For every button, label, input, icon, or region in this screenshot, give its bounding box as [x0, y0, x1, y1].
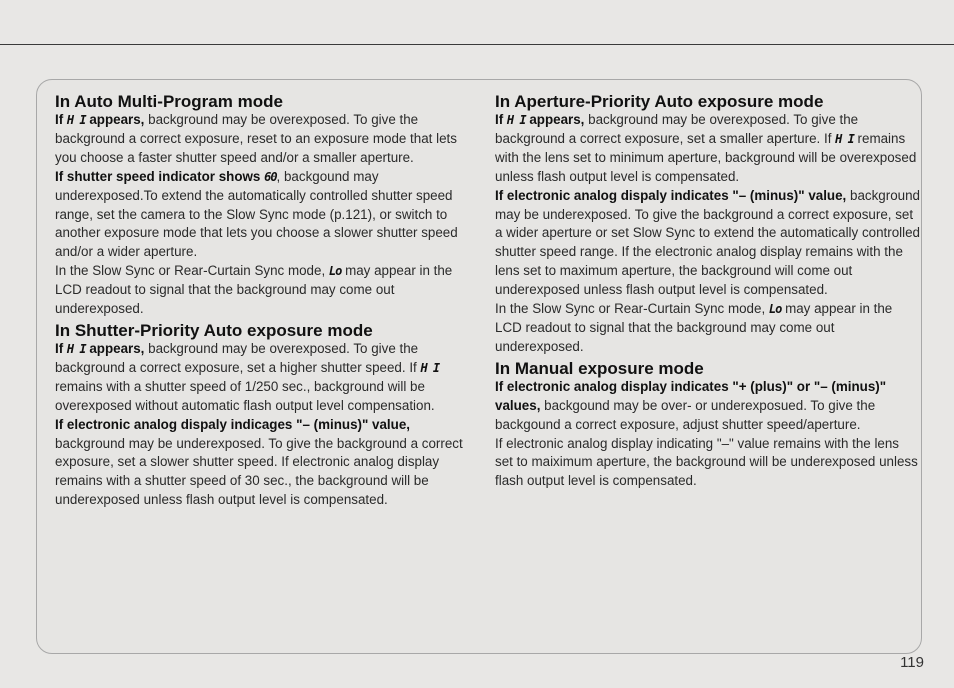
- lo-indicator: Lo: [328, 264, 342, 279]
- auto-multi-p3: In the Slow Sync or Rear-Curtain Sync mode, Lo may appear in the LCD readout to signal that the background may come out underexposed.: [55, 263, 453, 317]
- right-column: [495, 92, 920, 491]
- aperture-priority-p2: If electronic analog dispaly indicates "– (minus)" value, background may be underexposed. To give the background a correct exposure, set a wider aperture or set Slow Sync to extend the automatically controlled shutter speed range. If the electronic analog display remains with the lens set to maximum aperture, the background will come out underexposed unless flash output level is compensated.: [495, 187, 921, 298]
- hi-indicator: H I: [506, 113, 526, 127]
- hi-indicator: H I: [420, 360, 440, 375]
- hi-indicator: H I: [66, 341, 86, 356]
- hi-indicator: H I: [835, 131, 854, 146]
- manual-exposure-heading: In Manual exposure mode: [495, 358, 704, 378]
- auto-multi-p1: If H I appears, background may be overexposed. To give the background a correct exposure, reset to an exposure mode that lets you choose a faster shutter speed and/or a smaller aperture.: [55, 112, 457, 165]
- auto-multi-p2: If shutter speed indicator shows 60, backgound may underexposed.To extend the automatically controlled shutter speed range, set the camera to the Slow Sync mode (p.121), or switch to another exposure mode that lets you choose a slower shutter speed and/or a wider aperture.: [55, 168, 458, 260]
- hi-indicator: H I: [66, 113, 86, 127]
- aperture-priority-p1: If H I appears, background may be overexposed. To give the background a correct exposure, set a smaller aperture. If H I remains with the lens set to minimum aperture, background will be overexposed unless flash output level is compensated.: [495, 112, 917, 184]
- manual-p1: If electronic analog display indicates "+ (plus)" or "– (minus)" values, backgound may be over- or underexposued. To give the backgound a correct exposure, adjust shutter speed/aperture.: [495, 378, 887, 432]
- shutter-priority-p2: If electronic analog dispaly indicages "– (minus)" value, background may be underexposed. To give the background a correct exposure, set a slower shutter speed. If electronic analog display remains with a shutter speed of 30 sec., the background will be underexposed unless flash output level is compensated.: [55, 416, 463, 508]
- aperture-priority-p3: In the Slow Sync or Rear-Curtain Sync mode, Lo may appear in the LCD readout to signal that the background may come out underexposed.: [495, 301, 893, 354]
- page-number: 119: [900, 654, 924, 671]
- manual-p2: If electronic analog display indicating "–" value remains with the lens set to maiximum aperture, the background will be underexposed unless flash output level is compensated.: [495, 435, 918, 489]
- aperture-priority-heading: In Aperture-Priority Auto exposure mode: [495, 92, 824, 111]
- auto-multi-program-heading: In Auto Multi-Program mode: [55, 92, 283, 111]
- top-rule: [0, 44, 954, 45]
- left-column: [55, 92, 480, 510]
- 60-indicator: 60: [264, 169, 277, 184]
- shutter-priority-p1: If H I appears, background may be overexposed. To give the background a correct exposure, set a higher shutter speed. If H I remains with a shutter speed of 1/250 sec., background will be overexposed without automatic flash output level compensation.: [55, 340, 440, 413]
- shutter-priority-heading: In Shutter-Priority Auto exposure mode: [55, 320, 373, 340]
- lo-indicator: Lo: [768, 302, 782, 317]
